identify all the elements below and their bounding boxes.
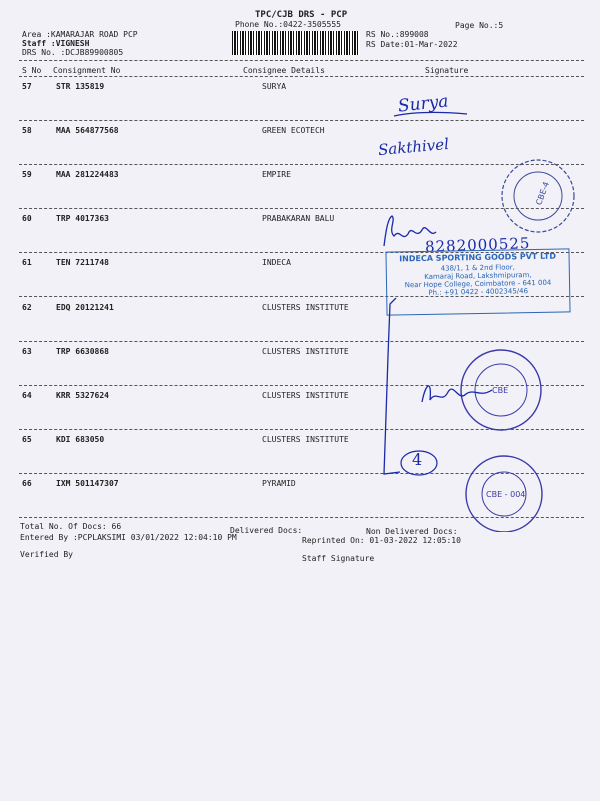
area-label: Area :KAMARAJAR ROAD PCP bbox=[22, 30, 138, 39]
row-sno: 66 bbox=[22, 479, 32, 488]
row-consignee: CLUSTERS INSTITUTE bbox=[262, 347, 349, 356]
row-sno: 57 bbox=[22, 82, 32, 91]
col-consignee-header: Consignee Details bbox=[243, 66, 325, 75]
indeca-stamp-line: Kamaraj Road, Lakshmipuram, bbox=[424, 271, 532, 281]
row-sno: 64 bbox=[22, 391, 32, 400]
row-consignment: IXM 501147307 bbox=[56, 479, 119, 488]
col-signature-header: Signature bbox=[425, 66, 469, 75]
handwritten-four: 4 bbox=[412, 450, 423, 469]
row-consignment: MAA 564877568 bbox=[56, 126, 119, 135]
drs-number: DRS No. :DCJB89900805 bbox=[22, 48, 124, 57]
row-consignment: TEN 7211748 bbox=[56, 258, 109, 267]
row-consignment: TRP 6630868 bbox=[56, 347, 109, 356]
row-sno: 58 bbox=[22, 126, 32, 135]
row-consignment: STR 135819 bbox=[56, 82, 105, 91]
row-sno: 59 bbox=[22, 170, 32, 179]
phone-number: Phone No.:0422-3505555 bbox=[235, 20, 341, 29]
row-sno: 63 bbox=[22, 347, 32, 356]
staff-signature-label: Staff Signature bbox=[302, 554, 375, 563]
indeca-stamp-line: 438/1, 1 & 2nd Floor, bbox=[440, 263, 515, 273]
rs-date: RS Date:01-Mar-2022 bbox=[366, 40, 458, 49]
indeca-stamp-line: Near Hope College, Coimbatore - 641 004 bbox=[404, 278, 552, 290]
signature-clusters bbox=[418, 374, 498, 410]
row-consignee: SURYA bbox=[262, 82, 287, 91]
indeca-stamp-line: Ph.: +91 0422 - 4002345/46 bbox=[428, 287, 529, 297]
verified-by: Verified By bbox=[20, 550, 73, 559]
row-sno: 62 bbox=[22, 303, 32, 312]
total-docs: Total No. Of Docs: 66 bbox=[20, 522, 122, 531]
indeca-stamp-name: INDECA SPORTING GOODS PVT LTD bbox=[399, 251, 557, 264]
reprinted-on: Reprinted On: 01-03-2022 12:05:10 bbox=[302, 536, 461, 545]
entered-by: Entered By :PCPLAKSIMI 03/01/2022 12:04:10 PM bbox=[20, 533, 237, 542]
row-consignment: MAA 281224483 bbox=[56, 170, 119, 179]
row-consignee: INDECA bbox=[262, 258, 291, 267]
indeca-stamp bbox=[385, 248, 570, 315]
row-consignee: EMPIRE bbox=[262, 170, 291, 179]
row-consignee: CLUSTERS INSTITUTE bbox=[262, 435, 349, 444]
row-consignee: PYRAMID bbox=[262, 479, 296, 488]
signature-underline bbox=[392, 108, 472, 122]
row-consignment: KDI 683050 bbox=[56, 435, 105, 444]
signature-sakthivel: Sakthivel bbox=[377, 134, 450, 160]
non-delivered-docs: Non Delivered Docs: bbox=[366, 527, 458, 536]
clusters-stamp-code: CBE bbox=[492, 386, 509, 395]
handwritten-phone: 8282000525 bbox=[424, 234, 531, 256]
empire-stamp-code: CBE-4 bbox=[534, 180, 552, 207]
row-consignment: TRP 4017363 bbox=[56, 214, 109, 223]
page-number: Page No.:5 bbox=[455, 21, 504, 30]
row-consignment: EDQ 20121241 bbox=[56, 303, 114, 312]
row-consignee: CLUSTERS INSTITUTE bbox=[262, 303, 349, 312]
pyramid-stamp bbox=[452, 448, 562, 532]
row-consignment: KRR 5327624 bbox=[56, 391, 109, 400]
row-consignee: GREEN ECOTECH bbox=[262, 126, 325, 135]
barcode bbox=[232, 31, 360, 55]
row-sno: 65 bbox=[22, 435, 32, 444]
row-sno: 60 bbox=[22, 214, 32, 223]
report-title: TPC/CJB DRS - PCP bbox=[255, 10, 348, 20]
col-sno-header: S No bbox=[22, 66, 42, 75]
row-consignee: PRABAKARAN BALU bbox=[262, 214, 335, 223]
empire-stamp bbox=[478, 156, 588, 236]
row-sno: 61 bbox=[22, 258, 32, 267]
delivered-docs: Delivered Docs: bbox=[230, 526, 303, 535]
row-consignee: CLUSTERS INSTITUTE bbox=[262, 391, 349, 400]
signature-surya: Surya bbox=[397, 91, 450, 117]
staff-label: Staff :VIGNESH bbox=[22, 39, 90, 48]
col-consignment-header: Consignment No bbox=[53, 66, 121, 75]
pyramid-stamp-code: CBE - 004 bbox=[486, 490, 526, 499]
rs-number: RS No.:899008 bbox=[366, 30, 429, 39]
